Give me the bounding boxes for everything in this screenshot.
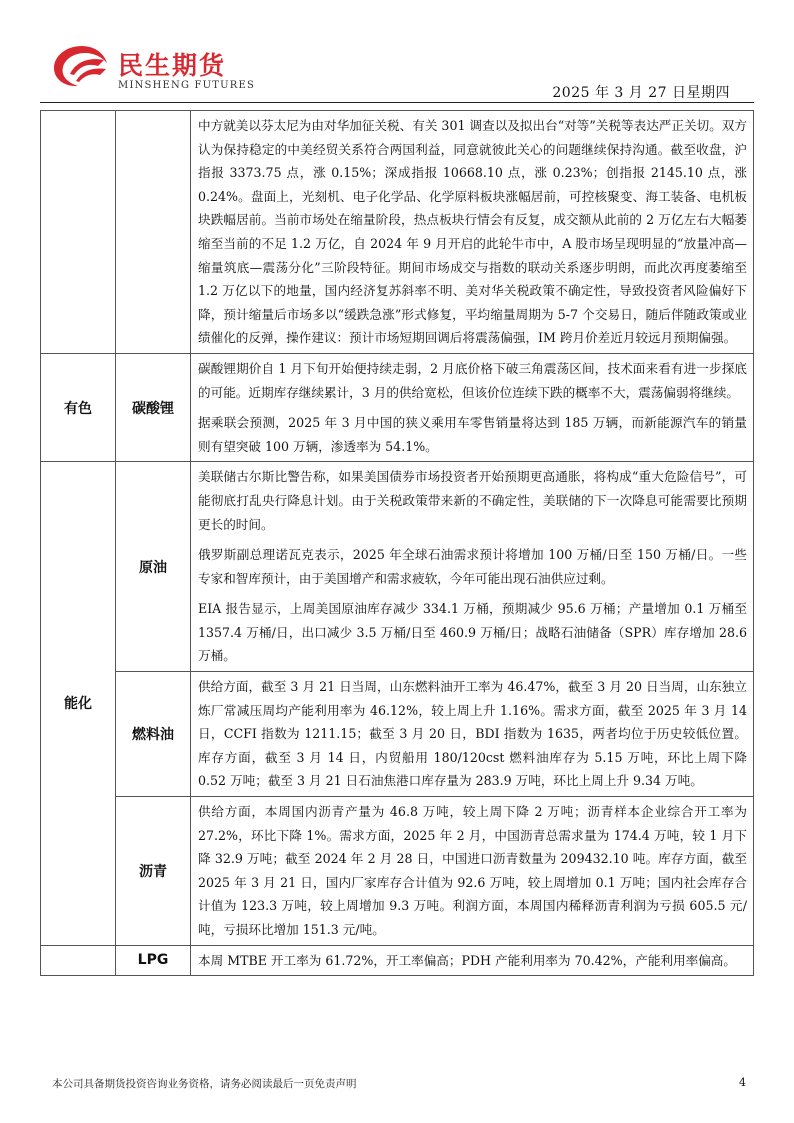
crude-text-2: 俄罗斯副总理诺瓦克表示，2025 年全球石油需求预计将增加 100 万桶/日至 150 万桶/日。一些专家和智库预计，由于美国增产和需求疲软，今年可能出现石油供应过剩。: [198, 547, 747, 586]
item-asphalt: 沥青: [116, 797, 191, 946]
item-fuel-oil: 燃料油: [116, 672, 191, 797]
table-row: [41, 797, 754, 946]
sub-cell-empty: [116, 111, 191, 354]
fuel-oil-cell: [191, 672, 754, 797]
stock-index-text: 中方就美以芬太尼为由对华加征关税、有关 301 调查以及拟出台“对等”关税等表达严正关切。双方认为保持稳定的中美经贸关系符合两国利益，同意就彼此关心的问题继续保持沟通。截至收盘，沪指报 3373.75 点，涨 0.15%；深成指报 10668.10 点，涨 0.23%；创指报 2145.10 点，涨 0.24%。盘面上，光刻机、电子化学品、化学原料板块涨幅居前，可控核聚变、海工装备、电机板块跌幅居前。当前市场处在缩量阶段，热点板块行情会有反复，成交额从此前的 2 万亿左右大幅萎缩至当前的不足 1.2 万亿，自 2024 年 9 月开启的此轮牛市中，A 股市场呈现明显的“放量冲高—缩量筑底—震荡分化”三阶段特征。期间市场成交与指数的联动关系逐步明朗，而此次再度萎缩至 1.2 万亿以下的地量，国内经济复苏斜率不明、美对华关税政策不确定性，导致投资者风险偏好下降，预计缩量后市场多以“缓跌急涨”形式修复，平均缩量周期为 5-7 个交易日，随后伴随政策或业绩催化的反弹，操作建议：预计市场短期回调后将震荡偏强，IM 跨月价差近月较远月预期偏强。: [198, 118, 747, 346]
table-row: [41, 672, 754, 797]
category-energy-chemicals: 能化: [41, 462, 116, 945]
footer-disclaimer: 本公司具备期货投资咨询业务资格，请务必阅读最后一页免责声明: [52, 1078, 357, 1090]
item-lpg: LPG: [116, 945, 191, 976]
item-crude-oil: 原油: [116, 462, 191, 672]
page-number: 4: [739, 1076, 746, 1089]
crude-text-1: 美联储古尔斯比警告称，如果美国债券市场投资者开始预期更高通胀，将构成“重大危险信号”，可能彻底打乱央行降息计划。由于关税政策带来新的不确定性，美联储的下一次降息可能需要比预期更长的时间。: [198, 469, 747, 532]
item-lithium-carbonate: 碳酸锂: [116, 353, 191, 461]
table-row: [41, 945, 754, 976]
table-row: [41, 462, 754, 672]
minsheng-logo-icon: [52, 44, 112, 88]
crude-oil-cell: [191, 462, 754, 672]
table-row: [41, 111, 754, 354]
header-divider: [40, 102, 754, 103]
brand-name: 民生期货: [118, 51, 227, 80]
category-cell-empty: [41, 945, 116, 976]
brand-name-en: MINSHENG FUTURES: [118, 80, 256, 91]
lithium-text-2: 据乘联会预测，2025 年 3 月中国的狭义乘用车零售销量将达到 185 万辆，而新能源汽车的销量则有望突破 100 万辆，渗透率为 54.1%。: [198, 415, 747, 454]
commodity-table: [40, 110, 754, 976]
table-row: [41, 353, 754, 461]
category-metals: 有色: [41, 353, 116, 461]
fuel-text-1: 供给方面，截至 3 月 21 日当周，山东燃料油开工率为 46.47%，截至 3 月 20 日当周，山东独立炼厂常减压周均产能利用率为 46.12%，较上周上升 1.16%。需求方面，截至 2025 年 3 月 14 日，CCFI 指数为 1211.15；截至 3 月 20 日，BDI 指数为 1635，两者均位于历史较低位置。库存方面，截至 3 月 14 日，内贸船用 180/120cst 燃料油库存为 5.15 万吨，环比上周下降 0.52 万吨；截至 3 月 21 日石油焦港口库存量为 283.9 万吨，环比上周上升 9.34 万吨。: [198, 679, 747, 789]
lithium-cell: [191, 353, 754, 461]
stock-index-cell: [191, 111, 754, 354]
category-cell-empty: [41, 111, 116, 354]
report-date: 2025 年 3 月 27 日星期四: [552, 85, 730, 101]
lithium-text-1: 碳酸锂期价自 1 月下旬开始便持续走弱，2 月底价格下破三角震荡区间，技术面来看有进一步探底的可能。近期库存继续累计，3 月的供给宽松，但该价位连续下跌的概率不大，震荡偏弱将继续。: [198, 360, 747, 400]
asphalt-cell: [191, 797, 754, 946]
crude-text-3: EIA 报告显示，上周美国原油库存减少 334.1 万桶，预期减少 95.6 万桶；产量增加 0.1 万桶至 1357.4 万桶/日，出口减少 3.5 万桶/日至 460.9 万桶/日；战略石油储备（SPR）库存增加 28.6 万桶。: [198, 601, 747, 664]
lpg-text-1: 本周 MTBE 开工率为 61.72%，开工率偏高；PDH 产能利用率为 70.42%，产能利用率偏高。: [198, 952, 736, 968]
lpg-cell: [191, 945, 754, 976]
asphalt-text-1: 供给方面，本周国内沥青产量为 46.8 万吨，较上周下降 2 万吨；沥青样本企业综合开工率为 27.2%，环比下降 1%。需求方面，2025 年 2 月，中国沥青总需求量为 174.4 万吨，较 1 月下降 32.9 万吨；截至 2024 年 2 月 28 日，中国进口沥青数量为 209432.10 吨。库存方面，截至 2025 年 3 月 21 日，国内厂家库存合计值为 92.6 万吨，较上周增加 0.1 万吨；国内社会库存合计值为 123.3 万吨，较上周增加 9.3 万吨。利润方面，本周国内稀释沥青利润为亏损 605.5 元/吨，亏损环比增加 151.3 元/吨。: [198, 804, 747, 937]
